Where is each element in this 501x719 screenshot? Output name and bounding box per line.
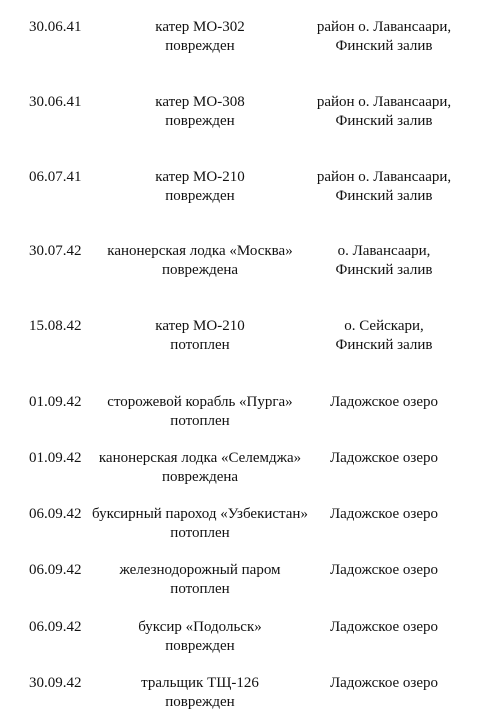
vessel-cell bbox=[80, 168, 320, 206]
date-cell: 01.09.42 bbox=[29, 394, 82, 410]
vessel-name: буксирный пароход «Узбекистан» bbox=[92, 506, 308, 522]
vessel-name: буксир «Подольск» bbox=[138, 619, 262, 635]
date-cell: 15.08.42 bbox=[29, 318, 82, 334]
place-line: Финский залив bbox=[335, 262, 433, 278]
place-line: Ладожское озеро bbox=[329, 619, 439, 635]
table-row bbox=[0, 618, 501, 658]
vessel-status: потоплен bbox=[170, 413, 230, 429]
place-cell bbox=[300, 449, 468, 468]
date-cell: 30.06.41 bbox=[29, 94, 82, 110]
table-row bbox=[0, 505, 501, 545]
vessel-cell bbox=[80, 242, 320, 280]
place-line: Финский залив bbox=[335, 337, 433, 353]
vessel-name: канонерская лодка «Москва» bbox=[107, 243, 293, 259]
place-line: о. Сейскари, bbox=[344, 318, 424, 334]
place-line: Ладожское озеро bbox=[329, 675, 439, 691]
vessel-status: потоплен bbox=[170, 337, 230, 353]
vessel-cell bbox=[80, 317, 320, 355]
vessel-name: катер МО-302 bbox=[155, 19, 245, 35]
vessel-cell bbox=[80, 449, 320, 487]
vessel-status: повреждена bbox=[161, 262, 239, 278]
place-cell bbox=[300, 618, 468, 637]
place-line: Ладожское озеро bbox=[329, 450, 439, 466]
place-line: Финский залив bbox=[335, 188, 433, 204]
date-cell: 01.09.42 bbox=[29, 450, 82, 466]
place-cell bbox=[300, 242, 468, 280]
table-row bbox=[0, 93, 501, 133]
table-row bbox=[0, 449, 501, 489]
date-cell: 06.09.42 bbox=[29, 506, 82, 522]
place-cell bbox=[300, 505, 468, 524]
place-cell bbox=[300, 393, 468, 412]
vessel-status: потоплен bbox=[170, 525, 230, 541]
vessel-cell bbox=[80, 618, 320, 656]
vessel-status: поврежден bbox=[165, 38, 235, 54]
place-line: Финский залив bbox=[335, 38, 433, 54]
vessel-cell bbox=[80, 93, 320, 131]
table-row bbox=[0, 168, 501, 208]
vessel-name: сторожевой корабль «Пурга» bbox=[107, 394, 293, 410]
vessel-status: поврежден bbox=[165, 188, 235, 204]
vessel-name: катер МО-308 bbox=[155, 94, 245, 110]
table-row bbox=[0, 242, 501, 282]
place-line: Ладожское озеро bbox=[329, 506, 439, 522]
table-row bbox=[0, 561, 501, 601]
vessel-name: канонерская лодка «Селемджа» bbox=[98, 450, 302, 466]
vessel-cell bbox=[80, 393, 320, 431]
place-cell bbox=[300, 317, 468, 355]
vessel-name: тральщик ТЩ-126 bbox=[141, 675, 259, 691]
date-cell: 30.06.41 bbox=[29, 19, 82, 35]
table-row bbox=[0, 674, 501, 714]
vessel-cell bbox=[80, 18, 320, 56]
table-row bbox=[0, 18, 501, 58]
date-cell: 06.09.42 bbox=[29, 619, 82, 635]
table-row bbox=[0, 317, 501, 357]
place-line: Ладожское озеро bbox=[329, 562, 439, 578]
date-cell: 06.07.41 bbox=[29, 169, 82, 185]
vessel-name: катер МО-210 bbox=[155, 169, 245, 185]
place-cell bbox=[300, 93, 468, 131]
date-cell: 30.09.42 bbox=[29, 675, 82, 691]
place-cell bbox=[300, 561, 468, 580]
vessel-status: поврежден bbox=[165, 638, 235, 654]
place-line: район о. Лавансаари, bbox=[316, 169, 452, 185]
place-line: Финский залив bbox=[335, 113, 433, 129]
date-cell: 06.09.42 bbox=[29, 562, 82, 578]
vessel-status: поврежден bbox=[165, 113, 235, 129]
vessel-status: поврежден bbox=[165, 694, 235, 710]
place-cell bbox=[300, 674, 468, 693]
date-cell: 30.07.42 bbox=[29, 243, 82, 259]
place-line: о. Лавансаари, bbox=[337, 243, 431, 259]
vessel-status: потоплен bbox=[170, 581, 230, 597]
vessel-cell bbox=[80, 561, 320, 599]
place-cell bbox=[300, 18, 468, 56]
vessel-status: повреждена bbox=[161, 469, 239, 485]
place-line: район о. Лавансаари, bbox=[316, 19, 452, 35]
place-line: район о. Лавансаари, bbox=[316, 94, 452, 110]
table-row bbox=[0, 393, 501, 433]
vessel-cell bbox=[80, 674, 320, 712]
place-line: Ладожское озеро bbox=[329, 394, 439, 410]
vessel-name: железнодорожный паром bbox=[119, 562, 281, 578]
place-cell bbox=[300, 168, 468, 206]
vessel-cell bbox=[80, 505, 320, 543]
vessel-name: катер МО-210 bbox=[155, 318, 245, 334]
